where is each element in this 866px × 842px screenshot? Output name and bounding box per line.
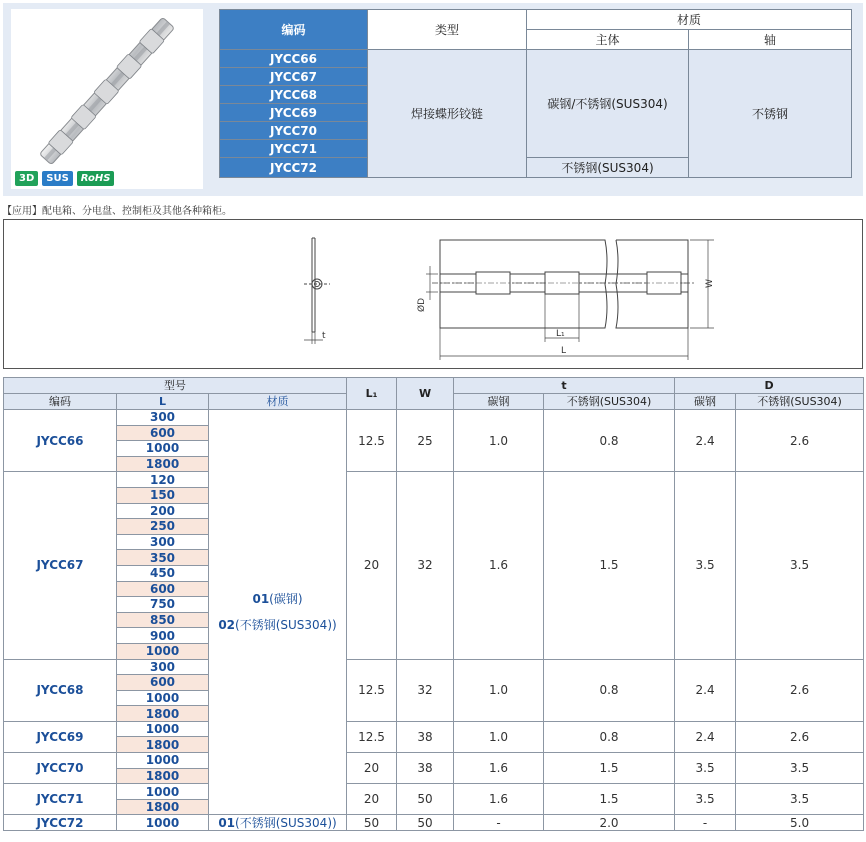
table-row: [4, 659, 864, 675]
code-cell: JYCC72: [220, 158, 368, 178]
d-carbon-value: -: [675, 815, 736, 831]
product-photo: [11, 9, 203, 189]
badge-rohs: RoHS: [77, 171, 115, 186]
l1-value: 50: [347, 815, 397, 831]
length-value: 750: [117, 597, 209, 613]
t-carbon-value: 1.6: [454, 472, 544, 659]
model-code: JYCC68: [4, 659, 117, 721]
material-text-stainless: (不锈钢(SUS304)): [235, 815, 337, 830]
t-carbon-value: 1.0: [454, 410, 544, 472]
type-value: 焊接蝶形铰链: [368, 50, 527, 178]
l1-header: L₁: [347, 378, 397, 410]
code-cell: JYCC71: [220, 140, 368, 158]
length-value: 1800: [117, 737, 209, 753]
table-row: [4, 784, 864, 800]
length-value: 1000: [117, 690, 209, 706]
d-stainless-value: 3.5: [736, 472, 864, 659]
table-row: [4, 410, 864, 426]
dim-t-label: t: [322, 331, 326, 341]
w-header: W: [397, 378, 454, 410]
d-carbon-value: 3.5: [675, 784, 736, 815]
model-code: JYCC70: [4, 753, 117, 784]
length-value: 1000: [117, 643, 209, 659]
t-carbon-value: 1.6: [454, 784, 544, 815]
d-stainless-value: 5.0: [736, 815, 864, 831]
model-code: JYCC69: [4, 721, 117, 752]
l1-value: 12.5: [347, 659, 397, 721]
w-value: 32: [397, 659, 454, 721]
dim-l1-label: L₁: [556, 329, 565, 339]
spec-body: [4, 410, 864, 831]
length-value: 200: [117, 503, 209, 519]
badge-sus: SUS: [42, 171, 73, 186]
length-value: 600: [117, 581, 209, 597]
shaft-material-value: 不锈钢: [689, 50, 852, 178]
dim-w-label: W: [705, 279, 715, 288]
col-material-header: 材质: [527, 10, 852, 30]
d-stainless-header: 不锈钢(SUS304): [736, 394, 864, 410]
w-value: 25: [397, 410, 454, 472]
t-stainless-value: 1.5: [544, 753, 675, 784]
d-carbon-value: 3.5: [675, 753, 736, 784]
t-header: t: [454, 378, 675, 394]
d-header: D: [675, 378, 864, 394]
dim-d-label: ØD: [417, 297, 427, 312]
d-stainless-value: 3.5: [736, 753, 864, 784]
w-value: 50: [397, 815, 454, 831]
product-header: [3, 3, 863, 196]
model-code: JYCC72: [4, 815, 117, 831]
d-stainless-value: 3.5: [736, 784, 864, 815]
material-code-01: 01: [218, 815, 236, 830]
length-value: 300: [117, 410, 209, 426]
t-stainless-value: 0.8: [544, 721, 675, 752]
code-cell: JYCC70: [220, 122, 368, 140]
body-material-last: 不锈钢(SUS304): [527, 158, 689, 178]
col-code-header: 编码: [220, 10, 368, 50]
application-note: 【应用】配电箱、分电盘、控制柜及其他各种箱柜。: [2, 206, 232, 217]
l1-value: 12.5: [347, 410, 397, 472]
certification-badges: [15, 171, 114, 186]
front-view: [426, 240, 714, 360]
length-value: 900: [117, 628, 209, 644]
length-value: 1800: [117, 768, 209, 784]
t-stainless-header: 不锈钢(SUS304): [544, 394, 675, 410]
l1-value: 12.5: [347, 721, 397, 752]
length-value: 1800: [117, 706, 209, 722]
length-value: 1800: [117, 456, 209, 472]
dim-l-label: L: [561, 346, 567, 356]
length-value: 250: [117, 519, 209, 535]
material-options: [209, 410, 347, 815]
l1-value: 20: [347, 784, 397, 815]
length-value: 850: [117, 612, 209, 628]
l1-value: 20: [347, 472, 397, 659]
d-stainless-value: 2.6: [736, 659, 864, 721]
length-value: 120: [117, 472, 209, 488]
model-code: JYCC71: [4, 784, 117, 815]
t-carbon-header: 碳钢: [454, 394, 544, 410]
length-value: 1000: [117, 753, 209, 769]
col-body-header: 主体: [527, 30, 689, 50]
length-value: 450: [117, 565, 209, 581]
length-value: 150: [117, 487, 209, 503]
length-value: 350: [117, 550, 209, 566]
l-header: L: [117, 394, 209, 410]
l1-value: 20: [347, 753, 397, 784]
t-stainless-value: 1.5: [544, 472, 675, 659]
d-carbon-header: 碳钢: [675, 394, 736, 410]
material-options-last: [209, 815, 347, 831]
d-carbon-value: 2.4: [675, 659, 736, 721]
d-carbon-value: 2.4: [675, 410, 736, 472]
length-value: 1000: [117, 721, 209, 737]
t-carbon-value: 1.0: [454, 721, 544, 752]
code-cell: JYCC67: [220, 68, 368, 86]
w-value: 38: [397, 721, 454, 752]
w-value: 38: [397, 753, 454, 784]
table-row: [4, 472, 864, 488]
length-value: 1000: [117, 784, 209, 800]
product-type-table: [219, 9, 852, 178]
model-code: JYCC66: [4, 410, 117, 472]
body-material-value: 碳钢/不锈钢(SUS304): [527, 50, 689, 158]
specification-table: [3, 377, 864, 831]
material-text-carbon: (碳钢): [269, 592, 303, 607]
side-view: [304, 238, 330, 344]
t-stainless-value: 0.8: [544, 659, 675, 721]
w-value: 32: [397, 472, 454, 659]
length-value: 1000: [117, 815, 209, 831]
d-carbon-value: 3.5: [675, 472, 736, 659]
dimension-drawing: [3, 219, 863, 369]
code-cell: JYCC69: [220, 104, 368, 122]
hinge-illustration: [11, 9, 203, 189]
t-carbon-value: 1.0: [454, 659, 544, 721]
badge-3d: 3D: [15, 171, 38, 186]
col-shaft-header: 轴: [689, 30, 852, 50]
length-value: 1800: [117, 799, 209, 815]
table-row: [4, 721, 864, 737]
model-header: 型号: [4, 378, 347, 394]
d-stainless-value: 2.6: [736, 410, 864, 472]
w-value: 50: [397, 784, 454, 815]
table-row: [4, 753, 864, 769]
material-text-stainless: (不锈钢(SUS304)): [235, 618, 337, 633]
t-stainless-value: 0.8: [544, 410, 675, 472]
length-value: 600: [117, 425, 209, 441]
material-header: 材质: [209, 394, 347, 410]
code-cell: JYCC68: [220, 86, 368, 104]
t-stainless-value: 2.0: [544, 815, 675, 831]
length-value: 300: [117, 534, 209, 550]
material-code-02: 02: [218, 618, 236, 633]
d-stainless-value: 2.6: [736, 721, 864, 752]
t-carbon-value: -: [454, 815, 544, 831]
length-value: 300: [117, 659, 209, 675]
drawing-svg: [4, 220, 862, 368]
table-row: [4, 815, 864, 831]
code-header: 编码: [4, 394, 117, 410]
length-value: 600: [117, 675, 209, 691]
t-carbon-value: 1.6: [454, 753, 544, 784]
model-code: JYCC67: [4, 472, 117, 659]
t-stainless-value: 1.5: [544, 784, 675, 815]
code-cell: JYCC66: [220, 50, 368, 68]
d-carbon-value: 2.4: [675, 721, 736, 752]
col-type-header: 类型: [368, 10, 527, 50]
length-value: 1000: [117, 441, 209, 457]
material-code-01: 01: [252, 592, 270, 607]
